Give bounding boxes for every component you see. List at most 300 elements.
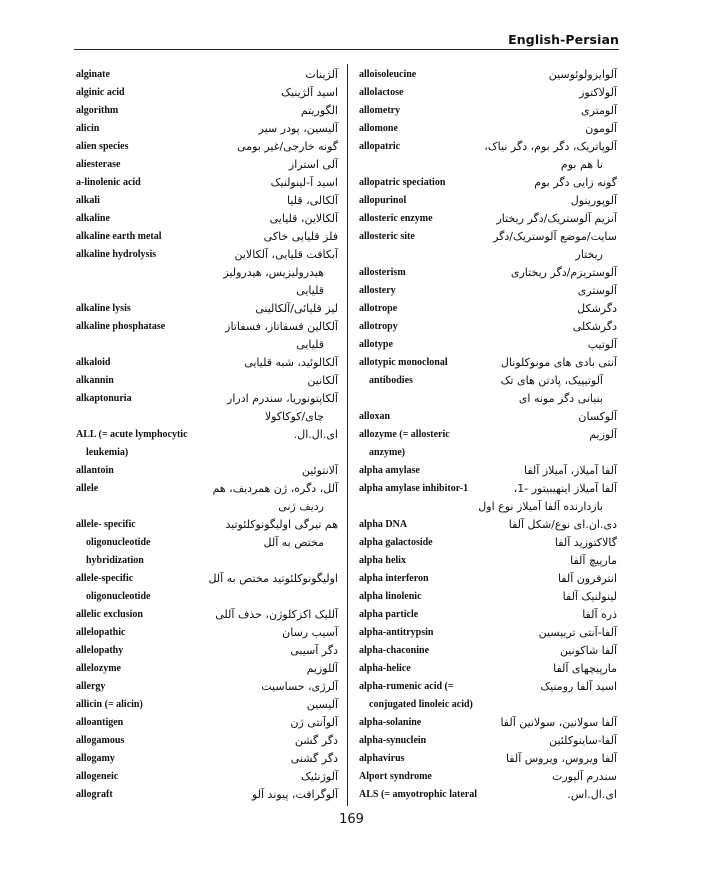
english-term: allantoin (76, 465, 114, 476)
entry-line (359, 444, 617, 462)
english-term: ALL (= acute lymphocytic (76, 429, 188, 440)
english-term: alpha galactoside (359, 537, 433, 548)
dictionary-entry (359, 570, 617, 588)
persian-translation: آلوژنئیک (301, 770, 338, 783)
persian-translation: آنزیم آلوستریک/دگر ریختار (496, 212, 617, 225)
english-term: allogamous (76, 735, 125, 746)
persian-translation: چای/کوکاکولا (264, 410, 324, 423)
dictionary-entry (359, 228, 617, 264)
entry-line (76, 498, 338, 516)
dictionary-entry (76, 768, 338, 786)
entry-line (76, 138, 338, 156)
persian-translation: آلوکسان (578, 410, 617, 423)
persian-translation: هم تیرگی اولیگونوکلئوتید (225, 518, 338, 531)
english-term: allelic exclusion (76, 609, 143, 620)
entry-line (76, 354, 338, 372)
persian-translation: ای.ال.اس. (567, 788, 617, 801)
dictionary-entry (359, 678, 617, 714)
persian-translation: دگر گشن (294, 734, 338, 747)
persian-translation: الگوریتم (300, 104, 338, 117)
english-term: allergy (76, 681, 106, 692)
dictionary-entry (76, 210, 338, 228)
entry-line (76, 696, 338, 714)
english-term: allelopathic (76, 627, 126, 638)
entry-line (359, 102, 617, 120)
entry-line (76, 408, 338, 426)
page-number: 169 (339, 812, 364, 827)
dictionary-entry (359, 300, 617, 318)
persian-translation: آلکالین فسفاتاز، فسفاتاز (225, 320, 338, 333)
entry-line (359, 66, 617, 84)
entry-line (76, 84, 338, 102)
english-term: alien species (76, 141, 129, 152)
persian-translation: سندرم آلپورت (551, 770, 617, 783)
entry-line (76, 444, 338, 462)
entry-line (76, 174, 338, 192)
english-term: allele-specific (76, 573, 134, 584)
entry-line (359, 534, 617, 552)
persian-translation: قلیایی (296, 284, 324, 297)
dictionary-entry (76, 714, 338, 732)
entry-line (76, 156, 338, 174)
dictionary-entry (359, 336, 617, 354)
persian-translation: دگر آسیبی (290, 644, 338, 657)
persian-translation: آلوستریزم/دگر ریختاری (510, 266, 617, 279)
persian-translation: آللیک اکزکلوژن، حذف آللی (215, 608, 338, 621)
dictionary-entry (359, 786, 617, 804)
dictionary-entry (76, 174, 338, 192)
persian-translation: ریختار (575, 248, 603, 261)
entry-line (359, 372, 617, 390)
english-term: alkaloid (76, 357, 111, 368)
dictionary-entry (76, 102, 338, 120)
dictionary-entry (359, 426, 617, 462)
persian-translation: آلوتیپ (587, 338, 617, 351)
persian-translation: آنتی بادی های مونوکلونال (500, 356, 617, 369)
persian-translation: آلوگرافت، پیوند آلو (251, 788, 338, 801)
persian-translation: آلفا سولانین، سولانین آلفا (500, 716, 617, 729)
persian-translation: آلی استراز (288, 158, 338, 171)
english-term: alpha-antitrypsin (359, 627, 434, 638)
entry-line (359, 336, 617, 354)
entry-line (359, 516, 617, 534)
english-term: alpha helix (359, 555, 406, 566)
dictionary-entry (359, 84, 617, 102)
right-column (359, 66, 617, 804)
persian-translation: دی.ان.ای نوع/شکل آلفا (508, 518, 617, 531)
persian-translation: نا هم بوم (560, 158, 603, 171)
persian-translation: آلوایزولوئوسین (548, 68, 617, 81)
persian-translation: آلفا شاکونین (559, 644, 617, 657)
dictionary-entry (76, 732, 338, 750)
english-term: allostery (359, 285, 396, 296)
dictionary-entry (359, 588, 617, 606)
english-term: alloxan (359, 411, 391, 422)
dictionary-entry (76, 84, 338, 102)
persian-translation: آلکالاین، قلیایی (269, 212, 338, 225)
persian-translation: مختص به آلل (263, 536, 324, 549)
dictionary-entry (359, 750, 617, 768)
entry-line (76, 606, 338, 624)
persian-translation: سایت/موضع آلوستریک/دگر (493, 230, 617, 243)
dictionary-entry (76, 516, 338, 570)
left-column (76, 66, 338, 804)
entry-line (76, 372, 338, 390)
entry-line (76, 750, 338, 768)
persian-translation: اسید آلژینیک (281, 86, 338, 99)
english-term: alkaline earth metal (76, 231, 162, 242)
column-divider (347, 64, 348, 806)
persian-translation: آلفا-آنتی تریپسین (538, 626, 617, 639)
entry-line (359, 318, 617, 336)
entry-line (359, 732, 617, 750)
persian-translation: آلومون (585, 122, 617, 135)
entry-line (359, 246, 617, 264)
persian-translation: ردیف ژنی (278, 500, 324, 513)
dictionary-entry (76, 696, 338, 714)
dictionary-entry (359, 174, 617, 192)
english-term: allozyme (= allosteric (359, 429, 450, 440)
persian-translation: ای.ال.ال. (293, 428, 338, 441)
dictionary-entry (76, 660, 338, 678)
entry-line (359, 426, 617, 444)
persian-translation: گونه زایی دگر بوم (534, 176, 617, 189)
persian-translation: گالاکتوزید آلفا (554, 536, 617, 549)
dictionary-entry (76, 318, 338, 354)
english-term: allele (76, 483, 99, 494)
dictionary-entry (76, 426, 338, 462)
persian-translation: آلفا آمیلاز اینهیبیتور -1، (513, 482, 617, 495)
dictionary-entry (359, 714, 617, 732)
english-term: alpha-chaconine (359, 645, 430, 656)
dictionary-entry (359, 318, 617, 336)
dictionary-entry (359, 120, 617, 138)
persian-translation: هیدرولیزیس، هیدرولیز (223, 266, 324, 279)
entry-line (359, 408, 617, 426)
english-term: algorithm (76, 105, 119, 116)
dictionary-entry (359, 642, 617, 660)
persian-translation: آلرژی، حساسیت (261, 680, 338, 693)
english-term: anzyme) (369, 447, 406, 458)
entry-line (359, 624, 617, 642)
dictionary-entry (359, 606, 617, 624)
dictionary-entry (359, 138, 617, 174)
entry-line (76, 246, 338, 264)
persian-translation: آلوآنتی ژن (290, 716, 338, 729)
entry-line (76, 768, 338, 786)
entry-line (76, 102, 338, 120)
dictionary-entry (359, 210, 617, 228)
english-term: allotypic monoclonal (359, 357, 448, 368)
english-term: alpha amylase (359, 465, 420, 476)
dictionary-entry (359, 102, 617, 120)
entry-line (359, 120, 617, 138)
dictionary-entry (76, 390, 338, 426)
english-term: allolactose (359, 87, 404, 98)
english-term: allopatric (359, 141, 401, 152)
english-term: ALS (= amyotrophic lateral (359, 789, 478, 800)
dictionary-entry (359, 552, 617, 570)
dictionary-entry (76, 192, 338, 210)
english-term: alginate (76, 69, 110, 80)
dictionary-entry (76, 372, 338, 390)
dictionary-entry (359, 624, 617, 642)
english-term: alpha interferon (359, 573, 429, 584)
entry-line (359, 174, 617, 192)
persian-translation: آلولاکتوز (579, 86, 617, 99)
english-term: allopatric speciation (359, 177, 446, 188)
english-term: antibodies (369, 375, 413, 386)
entry-line (76, 714, 338, 732)
english-term: oligonucleotide (86, 591, 151, 602)
entry-line (359, 606, 617, 624)
entry-line (359, 354, 617, 372)
dictionary-entry (359, 264, 617, 282)
english-term: conjugated linoleic acid) (369, 699, 473, 710)
entry-line (76, 624, 338, 642)
persian-translation: آبکافت قلیایی، آلکالاین (234, 248, 338, 261)
dictionary-entry (76, 786, 338, 804)
english-term: allotropy (359, 321, 398, 332)
persian-translation: بازدارنده آلفا آمیلاز نوع اول (478, 500, 603, 513)
entry-line (359, 480, 617, 498)
persian-translation: آلژینات (305, 68, 338, 81)
entry-line (76, 336, 338, 354)
entry-line (359, 678, 617, 696)
english-term: alicin (76, 123, 100, 134)
persian-translation: آلفا آمیلاز، آمیلاز آلفا (524, 464, 617, 477)
dictionary-entry (76, 480, 338, 516)
english-term: alkaline lysis (76, 303, 131, 314)
entry-line (359, 696, 617, 714)
entry-line (76, 732, 338, 750)
persian-translation: مارپیچ آلفا (570, 554, 617, 567)
persian-translation: لیز قلیائی/آلکالینی (255, 302, 338, 315)
page-header (74, 30, 619, 50)
english-term: alkannin (76, 375, 114, 386)
entry-line (76, 516, 338, 534)
entry-line (76, 228, 338, 246)
persian-translation: آلوپاتریک، دگر بوم، دگر نیاک، (484, 140, 617, 153)
persian-translation: آلکالی، قلیا (287, 194, 338, 207)
english-term: allelopathy (76, 645, 124, 656)
persian-translation: دگر گشنی (290, 752, 338, 765)
english-term: allotype (359, 339, 393, 350)
persian-translation: اسید آ-لینولنیک (270, 176, 338, 189)
entry-line (76, 390, 338, 408)
english-term: hybridization (86, 555, 144, 566)
dictionary-entry (359, 354, 617, 408)
dictionary-entry (76, 624, 338, 642)
entry-line (359, 786, 617, 804)
persian-translation: آلکانین (307, 374, 338, 387)
english-term: oligonucleotide (86, 537, 151, 548)
persian-translation: آلوپورینول (570, 194, 617, 207)
entry-line (359, 462, 617, 480)
entry-line (359, 138, 617, 156)
entry-line (76, 210, 338, 228)
english-term: alpha amylase inhibitor-1 (359, 483, 469, 494)
persian-translation: فلز قلیایی خاکی (263, 230, 338, 243)
entry-line (359, 210, 617, 228)
english-term: allotrope (359, 303, 398, 314)
dictionary-entry (76, 462, 338, 480)
english-term: allogeneic (76, 771, 119, 782)
persian-translation: آلیسین (306, 698, 338, 711)
persian-translation: آلکاپتونوریا، سندرم ادرار (227, 392, 338, 405)
dictionary-entry (76, 570, 338, 606)
english-term: alpha particle (359, 609, 419, 620)
entry-line (76, 282, 338, 300)
entry-line (76, 552, 338, 570)
entry-line (359, 282, 617, 300)
persian-translation: اسید آلفا رومنیک (540, 680, 617, 693)
dictionary-entry (359, 66, 617, 84)
entry-line (359, 228, 617, 246)
persian-translation: آسیب رسان (282, 626, 338, 639)
dictionary-entry (359, 768, 617, 786)
dictionary-entry (359, 534, 617, 552)
dictionary-entry (76, 606, 338, 624)
entry-line (76, 462, 338, 480)
persian-translation: آلوزیم (589, 428, 617, 441)
header-rule (74, 49, 619, 50)
english-term: allomone (359, 123, 398, 134)
entry-line (359, 156, 617, 174)
dictionary-entry (359, 660, 617, 678)
entry-line (76, 480, 338, 498)
persian-translation: آلفا ویروس، ویروس آلفا (505, 752, 617, 765)
entry-line (359, 498, 617, 516)
english-term: alpha-rumenic acid (= (359, 681, 454, 692)
entry-line (76, 264, 338, 282)
dictionary-entry (76, 642, 338, 660)
persian-translation: آلوستری (577, 284, 617, 297)
persian-translation: دگرشکلی (572, 320, 617, 333)
dictionary-entry (76, 750, 338, 768)
entry-line (359, 264, 617, 282)
persian-translation: آلل، دگره، ژن همردیف، هم (212, 482, 338, 495)
dictionary-entry (76, 300, 338, 318)
entry-line (76, 426, 338, 444)
entry-line (76, 786, 338, 804)
persian-translation: ذره آلفا (582, 608, 617, 621)
dictionary-entry (76, 156, 338, 174)
dictionary-entry (359, 462, 617, 480)
persian-translation: آلکالوئید، شبه قلیایی (244, 356, 338, 369)
english-term: alpha linolenic (359, 591, 422, 602)
entry-line (76, 642, 338, 660)
persian-translation: آللوزیم (306, 662, 338, 675)
header-title: English-Persian (508, 32, 619, 47)
english-term: allograft (76, 789, 113, 800)
persian-translation: آلیسین، پودر سیر (258, 122, 338, 135)
english-term: allopurinol (359, 195, 407, 206)
english-term: alpha-helice (359, 663, 411, 674)
english-term: alginic acid (76, 87, 125, 98)
dictionary-entry (359, 192, 617, 210)
english-term: allosterism (359, 267, 406, 278)
dictionary-entry (76, 66, 338, 84)
english-term: a-linolenic acid (76, 177, 141, 188)
persian-translation: بنیانی دگر مونه ای (518, 392, 603, 405)
english-term: alloisoleucine (359, 69, 417, 80)
persian-translation: مارپیچهای آلفا (553, 662, 617, 675)
persian-translation: گونه خارجی/غیر بومی (237, 140, 338, 153)
entry-line (76, 300, 338, 318)
english-term: allicin (= alicin) (76, 699, 143, 710)
english-term: alloantigen (76, 717, 124, 728)
entry-line (76, 678, 338, 696)
entry-line (76, 660, 338, 678)
dictionary-entry (359, 516, 617, 534)
persian-translation: اولیگونوکلئوتید مختص به آلل (208, 572, 338, 585)
dictionary-entry (359, 408, 617, 426)
persian-translation: آلانتوئین (301, 464, 338, 477)
entry-line (359, 390, 617, 408)
persian-translation: لینولنیک آلفا (562, 590, 617, 603)
dictionary-entry (76, 678, 338, 696)
english-term: alpha-synuclein (359, 735, 427, 746)
dictionary-entry (76, 228, 338, 246)
persian-translation: قلیایی (296, 338, 324, 351)
entry-line (76, 534, 338, 552)
dictionary-entry (76, 120, 338, 138)
english-term: Alport syndrome (359, 771, 432, 782)
dictionary-entry (359, 732, 617, 750)
english-term: allosteric enzyme (359, 213, 433, 224)
english-term: allogamy (76, 753, 115, 764)
english-term: alphavirus (359, 753, 405, 764)
dictionary-entry (359, 480, 617, 516)
dictionary-entry (76, 138, 338, 156)
entry-line (359, 300, 617, 318)
entry-line (76, 588, 338, 606)
english-term: alkaptonuria (76, 393, 132, 404)
english-term: allosteric site (359, 231, 415, 242)
entry-line (359, 588, 617, 606)
english-term: alkaline hydrolysis (76, 249, 157, 260)
english-term: aliesterase (76, 159, 121, 170)
persian-translation: آلوتیپیک، پادتن های تک (500, 374, 603, 387)
english-term: leukemia) (86, 447, 129, 458)
english-term: alkaline phosphatase (76, 321, 166, 332)
english-term: alpha-solanine (359, 717, 422, 728)
entry-line (359, 84, 617, 102)
entry-line (76, 192, 338, 210)
entry-line (359, 768, 617, 786)
entry-line (76, 318, 338, 336)
english-term: allele- specific (76, 519, 136, 530)
english-term: alkaline (76, 213, 110, 224)
entry-line (359, 750, 617, 768)
entry-line (359, 714, 617, 732)
entry-line (76, 120, 338, 138)
entry-line (359, 642, 617, 660)
entry-line (359, 570, 617, 588)
english-term: allelozyme (76, 663, 121, 674)
english-term: alkali (76, 195, 100, 206)
english-term: allometry (359, 105, 401, 116)
dictionary-entry (76, 246, 338, 300)
entry-line (359, 660, 617, 678)
dictionary-entry (76, 354, 338, 372)
entry-line (359, 552, 617, 570)
entry-line (76, 66, 338, 84)
persian-translation: انترفرون آلفا (557, 572, 617, 585)
persian-translation: آلومتری (581, 104, 617, 117)
entry-line (359, 192, 617, 210)
